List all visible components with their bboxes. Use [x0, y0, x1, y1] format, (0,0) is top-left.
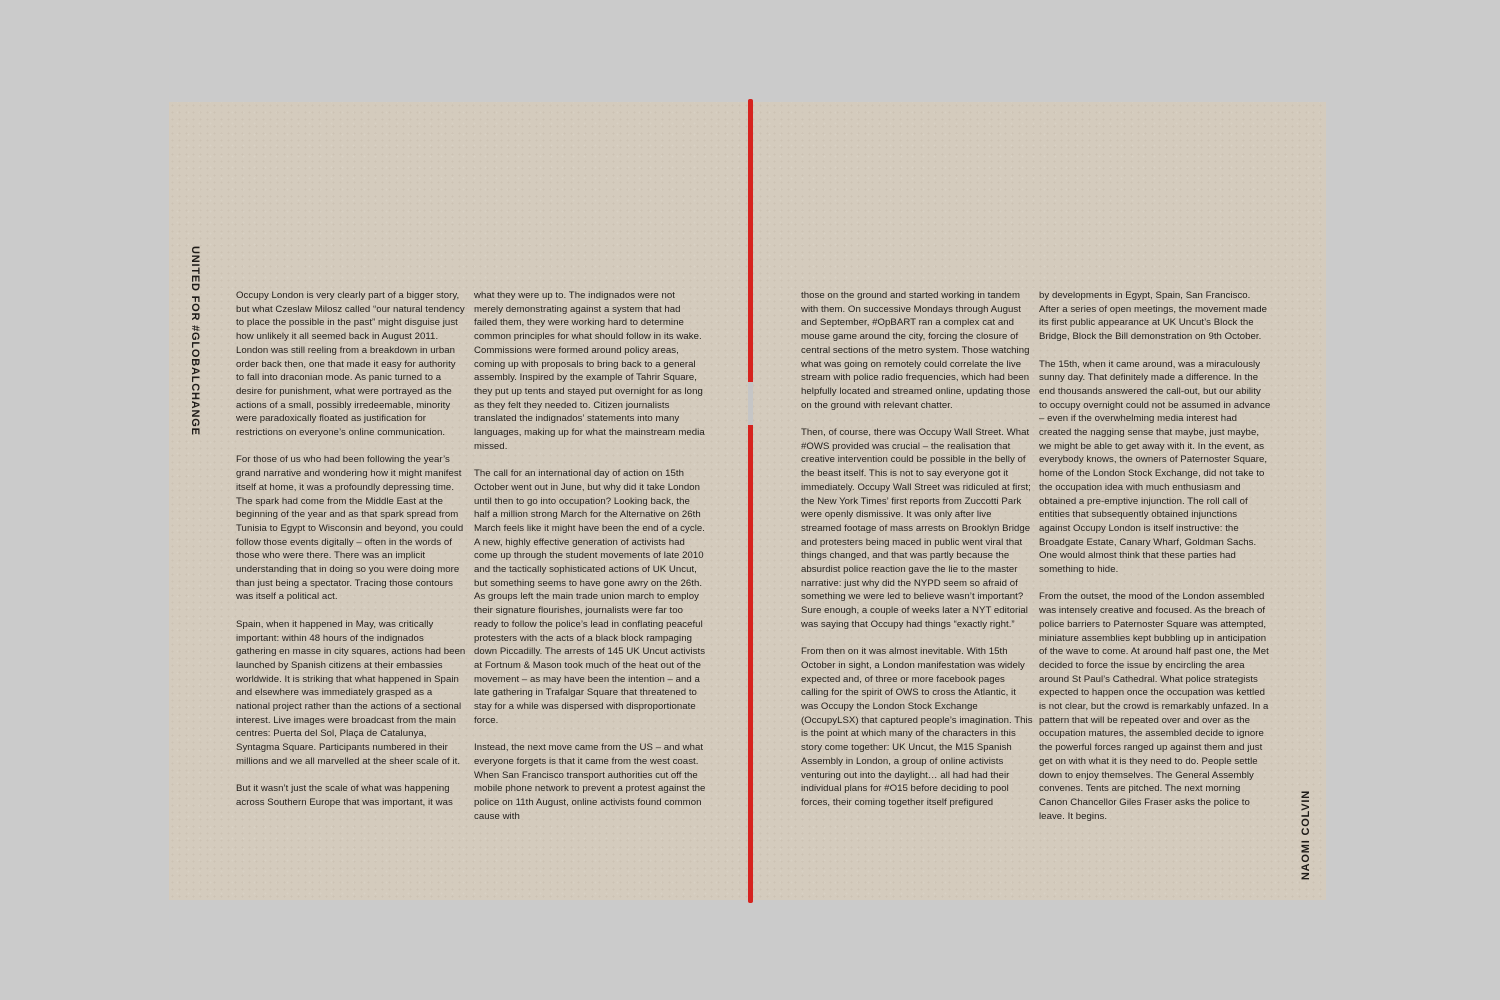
spine-gap [748, 382, 753, 425]
paragraph: From then on it was almost inevitable. With 15th October in sight, a London manifestation was widely expected and, of three or more facebook pages calling for the spirit of OWS to cross the Atlantic, it was Occupy the London Stock Exchange (OccupyLSX) that captured people’s imagination. This is the point at which many of the characters in this story come together: UK Uncut, the M15 Spanish Assembly in London, a group of online activists venturing out into the daylight… all had had their individual plans for #O15 before deciding to pool forces, their coming together itself prefigured [801, 646, 1033, 808]
paragraph: Then, of course, there was Occupy Wall Street. What #OWS provided was crucial – the realisation that creative intervention could be possible in the belly of the beast itself. This is not to say everyone got it immediately. Occupy Wall Street was ridiculed at first; the New York Times’ first reports from Zuccotti Park were openly dismissive. It was only after live streamed footage of mass arrests on Brooklyn Bridge and protesters being maced in public went viral that things changed, and that was partly because the absurdist police reaction gave the lie to the master narrative: just why did the NYPD seem so afraid of something we were led to believe wasn’t important? Sure enough, a couple of weeks later a NYT editorial was saying that Occupy had things “exactly right.” [801, 427, 1031, 630]
paragraph: The 15th, when it came around, was a miraculously sunny day. That definitely made a difference. In the end thousands answered the call-out, but our ability to occupy overnight could not be assumed in advance – even if the overwhelming media interest had created the nagging sense that maybe, just maybe, we might be able to get away with it. In the event, as everybody knows, the owners of Paternoster Square, home of the London Stock Exchange, did not take to the occupation idea with much enthusiasm and obtained a pre-emptive injunction. The roll call of entities that subsequently obtained injunctions against Occupy London is itself instructive: the Broadgate Estate, Canary Wharf, Goldman Sachs. One would almost think that these parties had something to hide. [1039, 358, 1271, 576]
running-head-left: UNITED FOR #GLOBALCHANGE [189, 246, 201, 436]
paragraph: what they were up to. The indignados were not merely demonstrating against a system that had failed them, they were working hard to determine common principles for what should follow in its wake. Commissions were formed around policy areas, coming up with proposals to bring back to a general assembly. Inspired by the example of Tahrir Square, they put up tents and stayed put overnight for as long as they felt they needed to. Citizen journalists translated the indignados’ statements into many languages, making up for what the mainstream media missed. [474, 290, 705, 452]
paragraph: Instead, the next move came from the US – and what everyone forgets is that it came from the west coast. When San Francisco transport authorities cut off the mobile phone network to prevent a protest against the police on 11th August, online activists found common cause with [474, 742, 706, 822]
text-column-3 [801, 289, 1033, 823]
paragraph: But it wasn’t just the scale of what was happening across Southern Europe that was important, it was [236, 783, 453, 808]
book-spine [748, 99, 753, 903]
paragraph: Spain, when it happened in May, was critically important: within 48 hours of the indignados gathering en masse in city squares, actions had been launched by Spanish citizens at their embassies worldwide. It is striking that what happened in Spain and elsewhere was immediately grasped as a national project rather than the actions of a sectional interest. Live images were broadcast from the main centres: Puerta del Sol, Plaça de Catalunya, Syntagma Square. Participants numbered in their millions and we all marvelled at the sheer scale of it. [236, 618, 466, 767]
paragraph: by developments in Egypt, Spain, San Francisco. After a series of open meetings, the movement made its first public appearance at UK Uncut’s Block the Bridge, Block the Bill demonstration on 9th October. [1039, 290, 1268, 343]
text-column-1 [236, 289, 466, 823]
paragraph: Occupy London is very clearly part of a bigger story, but what Czeslaw Milosz called “our natural tendency to place the possible in the past” might disguise just how unlikely it all seemed back in August 2011. London was still reeling from a breakdown in urban order back then, one that made it easy for authority to fall into draconian mode. As panic turned to a desire for punishment, what were portrayed as the actions of a small, possibly irredeemable, minority were paradoxically floated as justification for restrictions on everyone’s online communication. [236, 290, 465, 439]
text-column-2 [474, 289, 706, 837]
paragraph: The call for an international day of action on 15th October went out in June, but why did it take London until then to go into occupation? Looking back, the half a million strong March for the Alternative on 26th March feels like it might have been the end of a cycle. A new, highly effective generation of activists had come up through the student movements of late 2010 and the tactically sophisticated actions of UK Uncut, but something seems to have gone awry on the 26th. As groups left the main trade union march to employ their signature flourishes, journalists were far too ready to follow the police’s lead in conflating peaceful protesters with the acts of a black block rampaging down Piccadilly. The arrests of 145 UK Uncut activists at Fortnum & Mason took much of the heat out of the movement – as may have been the intention – and a late gathering in Trafalgar Square that threatened to stay for a while was dispersed with disproportionate force. [474, 468, 706, 726]
paragraph: For those of us who had been following the year’s grand narrative and wondering how it might manifest itself at home, it was a profoundly depressing time. The spark had come from the Middle East at the beginning of the year and as that spark spread from Tunisia to Egypt to Wisconsin and beyond, you could follow those events digitally – often in the words of those who were there. There was an implicit understanding that in doing so you were doing more than just being a spectator. Tracing those contours was itself a political act. [236, 454, 464, 603]
paragraph: From the outset, the mood of the London assembled was intensely creative and focused. As the breach of police barriers to Paternoster Square was attempted, miniature assemblies kept bubbling up in anticipation of the wave to come. At around half past one, the Met decided to force the issue by encircling the area around St Paul’s Cathedral. What police strategists expected to happen once the occupation was kettled is not clear, but the crowd is remarkably unfazed. In a pattern that will be repeated over and over as the occupation matures, the assembled decide to ignore the powerful forces ranged up against them and just get on with what it is they need to do. People settle down to enjoy themselves. The General Assembly convenes. Tents are pitched. The next morning Canon Chancellor Giles Fraser asks the police to leave. It begins. [1039, 591, 1269, 822]
paragraph: those on the ground and started working in tandem with them. On successive Mondays through August and September, #OpBART ran a complex cat and mouse game around the city, forcing the closure of central sections of the metro system. Those watching what was going on remotely could correlate the live stream with police radio frequencies, which had been helpfully located and streamed online, updating those on the ground with relevant chatter. [801, 290, 1031, 411]
running-head-author: NAOMI COLVIN [1300, 790, 1312, 881]
text-column-4 [1039, 289, 1271, 837]
